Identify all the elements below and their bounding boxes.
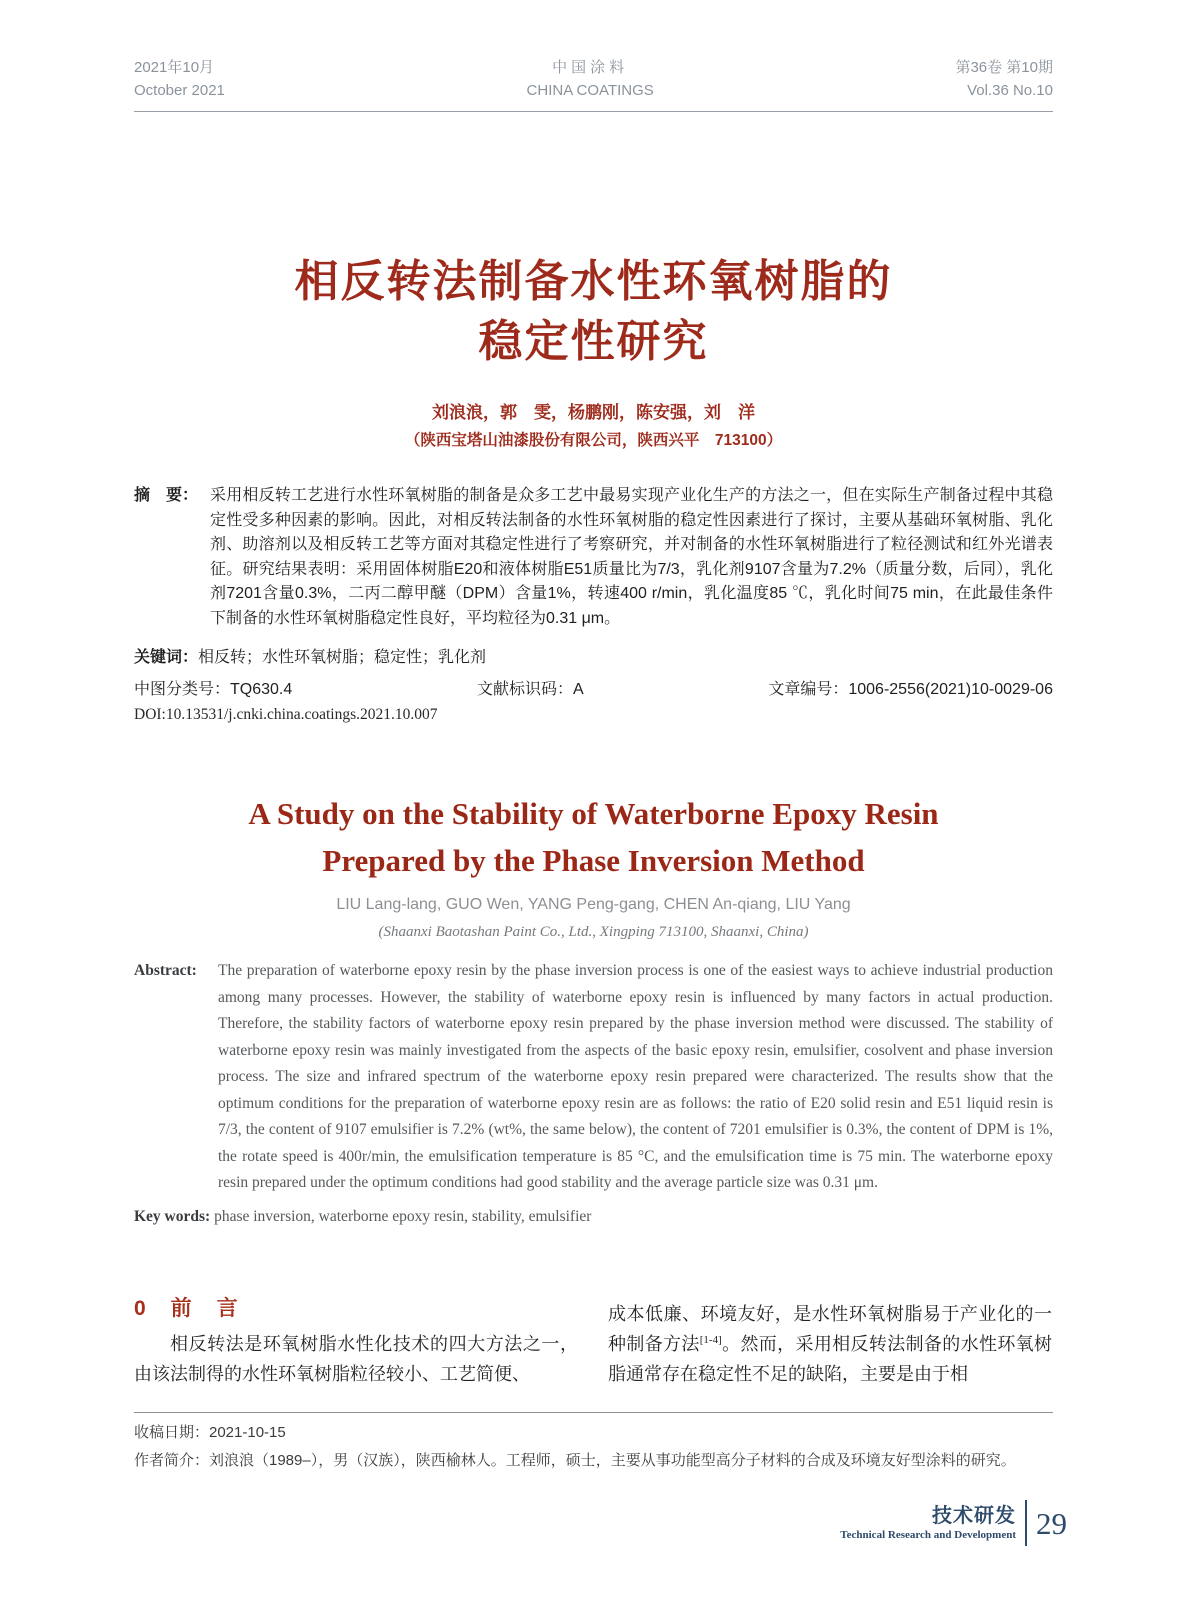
keywords-cn-label: 关键词： <box>134 649 199 666</box>
article-title-en <box>0 790 1187 884</box>
article-title-cn-line2: 稳定性研究 <box>478 317 709 366</box>
intro-left-column <box>134 1292 578 1389</box>
citation-reference: [1-4] <box>699 1334 722 1346</box>
keywords-cn <box>134 644 1053 667</box>
article-title-cn-line1: 相反转法制备水性环氧树脂的 <box>294 257 893 306</box>
article-title-cn <box>0 252 1187 372</box>
keywords-en-label: Key words: <box>134 1208 211 1225</box>
footer-section-en: Technical Research and Development <box>840 1529 1016 1541</box>
document-code: 文献标识码：A <box>476 681 584 698</box>
header-issue-en: Vol.36 No.10 <box>967 82 1053 99</box>
keywords-en-text: phase inversion, waterborne epoxy resin, stability, emulsifier <box>214 1208 592 1225</box>
page-footer <box>840 1500 1067 1546</box>
section-heading-intro: 0 前 言 <box>134 1297 240 1320</box>
header-journal-en: CHINA COATINGS <box>526 82 654 99</box>
header-date-cn: 2021年10月 <box>134 59 215 76</box>
intro-right-column <box>608 1292 1052 1389</box>
header-issue-cn: 第36卷 第10期 <box>955 59 1053 76</box>
intro-right-text-cont: 。然而，采用相反转法制备的水性环氧树脂通常存在稳定性不足的缺陷，主要是由于相 <box>608 1334 1053 1384</box>
authors-cn: 刘浪浪，郭 雯，杨鹏刚，陈安强，刘 洋 <box>432 403 755 422</box>
introduction-section <box>134 1292 1053 1389</box>
affiliation-cn: （陕西宝塔山油漆股份有限公司，陕西兴平 713100） <box>404 432 783 449</box>
affiliation-en: (Shaanxi Baotashan Paint Co., Ltd., Xingping 713100, Shaanxi, China) <box>378 924 809 940</box>
abstract-cn-text: 采用相反转工艺进行水性环氧树脂的制备是众多工艺中最易实现产业化生产的方法之一，但在实际生产制备过程中其稳定性受多种因素的影响。因此，对相反转法制备的水性环氧树脂的稳定性因素进行了探讨，主要从基础环氧树脂、乳化剂、助溶剂以及相反转工艺等方面对其稳定性进行了考察研究，并对制备的水性环氧树脂进行了粒径测试和红外光谱表征。研究结果表明：采用固体树脂E20和液体树脂E51质量比为7/3，乳化剂9107含量为7.2%（质量分数，后同），乳化剂7201含量0.3%，二丙二醇甲醚（DPM）含量1%，转速400 r/min，乳化温度85 ℃，乳化时间75 min，在此最佳条件下制备的水性环氧树脂稳定性良好，平均粒径为0.31 μm。 <box>210 487 1053 627</box>
received-date: 收稿日期：2021-10-15 <box>134 1424 286 1441</box>
footer-divider-bar <box>1025 1500 1027 1546</box>
header-issue-date <box>134 56 225 102</box>
footnote-divider <box>134 1412 1053 1413</box>
header-date-en: October 2021 <box>134 82 225 99</box>
intro-paragraph-right <box>608 1299 1052 1389</box>
author-bio: 作者简介：刘浪浪（1989–），男（汉族），陕西榆林人。工程师，硕士，主要从事功能型高分子材料的合成及环境友好型涂料的研究。 <box>134 1452 1016 1469</box>
abstract-en <box>134 958 1053 1197</box>
keywords-cn-text: 相反转；水性环氧树脂；稳定性；乳化剂 <box>198 649 487 666</box>
abstract-en-label: Abstract: <box>134 962 197 979</box>
page-number: 29 <box>1036 1505 1067 1541</box>
header-journal-name <box>527 56 654 102</box>
abstract-cn <box>134 484 1053 631</box>
header-journal-cn: 中国涂料 <box>552 59 629 76</box>
classification-row <box>134 676 1053 699</box>
intro-paragraph-left: 相反转法是环氧树脂水性化技术的四大方法之一，由该法制得的水性环氧树脂粒径较小、工艺简便、 <box>134 1334 578 1384</box>
intro-right-text: 成本低廉、环境友好，是水性环氧树脂易于产业化的一种制备方法 <box>608 1304 1052 1354</box>
footer-section-cn: 技术研发 <box>932 1505 1016 1527</box>
footer-section-name <box>840 1504 1016 1542</box>
article-title-en-line1: A Study on the Stability of Waterborne Epoxy Resin <box>248 796 939 831</box>
doi: DOI:10.13531/j.cnki.china.coatings.2021.10.007 <box>134 706 438 723</box>
article-id: 文章编号：1006-2556(2021)10-0029-06 <box>768 681 1053 698</box>
journal-header <box>134 56 1053 112</box>
abstract-en-text: The preparation of waterborne epoxy resin by the phase inversion process is one of the easiest ways to achieve industrial production among many processes. However, the stability of waterborne epoxy resin is influenced by many factors in actual production. Therefore, the stability factors of waterborne epoxy resin prepared by the phase inversion method were discussed. The stability of waterborne epoxy resin was mainly investigated from the aspects of the basic epoxy resin, emulsifier, cosolvent and phase inversion process. The size and infrared spectrum of the waterborne epoxy resin prepared were characterized. The results show that the optimum conditions for the preparation of waterborne epoxy resin are as follows: the ratio of E20 solid resin and E51 liquid resin is 7/3, the content of 9107 emulsifier is 7.2% (wt%, the same below), the content of 7201 emulsifier is 0.3%, the content of DPM is 1%, the rotate speed is 400r/min, the emulsification temperature is 85 °C, and the emulsification time is 75 min. The waterborne epoxy resin prepared under the optimum conditions had good stability and the average particle size was 0.31 μm. <box>218 962 1053 1191</box>
header-volume-issue <box>955 56 1053 102</box>
clc-number: 中图分类号：TQ630.4 <box>134 681 293 698</box>
keywords-en <box>134 1208 1053 1226</box>
abstract-cn-label: 摘 要： <box>134 487 199 504</box>
article-title-en-line2: Prepared by the Phase Inversion Method <box>322 843 865 878</box>
authors-en: LIU Lang-lang, GUO Wen, YANG Peng-gang, CHEN An-qiang, LIU Yang <box>336 896 851 913</box>
